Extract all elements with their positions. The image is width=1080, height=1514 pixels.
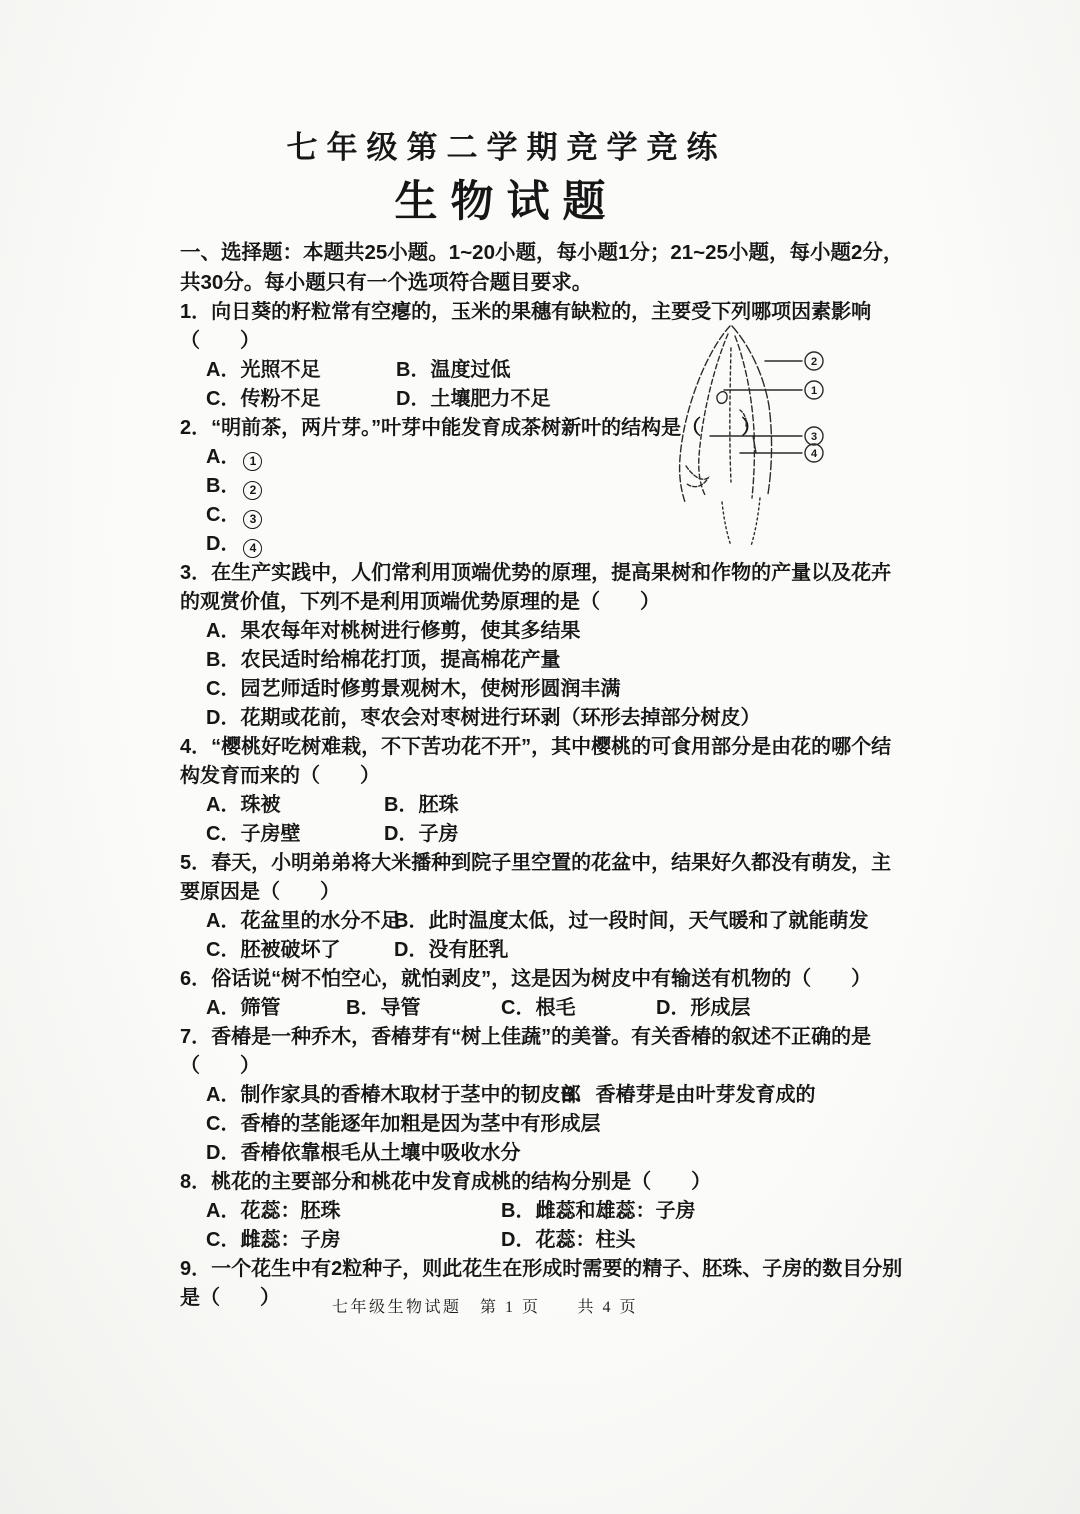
page-footer (0, 1294, 1080, 1317)
svg-text:3: 3 (810, 431, 818, 443)
figure-label-circle (805, 352, 823, 370)
exam-content (180, 0, 907, 1313)
bud-inner-leaf-right (735, 336, 754, 498)
question-7-options-row (180, 1081, 907, 1110)
question-1-text: 1．向日葵的籽粒常有空瘪的，玉米的果穗有缺粒的，主要受下列哪项因素影响（ ） (180, 301, 872, 352)
question-8-options-row (180, 1226, 907, 1255)
question-5-options-row (180, 907, 907, 936)
question-3-options-row (180, 704, 907, 733)
option: B．温度过低 (396, 359, 511, 381)
option: D．土壤肥力不足 (396, 388, 551, 410)
option: A．光照不足 (206, 359, 321, 381)
option: D． 4 (206, 530, 262, 559)
figure-label-circle (805, 381, 823, 399)
option: D．形成层 (656, 997, 751, 1019)
question-7-text: 7．香椿是一种乔木，香椿芽有“树上佳蔬”的美誉。有关香椿的叙述不正确的是（ ） (180, 1026, 872, 1077)
question-3-options-row (180, 617, 907, 646)
svg-text:4: 4 (810, 448, 818, 460)
option: D．没有胚乳 (394, 939, 509, 961)
bud-stem-right (751, 498, 760, 546)
bud-primordium (740, 410, 746, 426)
question-2-text: 2．“明前茶，两片芽。”叶芽中能发育成茶树新叶的结构是（ ） (180, 417, 762, 439)
option: C．传粉不足 (206, 388, 321, 410)
option: A．珠被 (206, 794, 281, 816)
circled-number-icon: 1 (243, 452, 262, 471)
option: A．制作家具的香椿木取材于茎中的韧皮部 (206, 1084, 581, 1106)
circled-number-icon: 3 (243, 510, 262, 529)
question-4-options-row (180, 791, 907, 820)
option: B．香椿芽是由叶芽发育成的 (561, 1084, 816, 1106)
bud-scale (686, 466, 708, 487)
option: C．香椿的茎能逐年加粗是因为茎中有形成层 (206, 1113, 601, 1135)
question-3 (180, 559, 907, 733)
question-7-options-row (180, 1110, 907, 1139)
question-8 (180, 1168, 907, 1255)
question-6-options-row (180, 994, 907, 1023)
option: C．子房壁 (206, 823, 301, 845)
question-9-text: 9．一个花生中有2粒种子，则此花生在形成时需要的精子、胚珠、子房的数目分别是（ ） (180, 1258, 903, 1309)
figure-label-circle (805, 427, 823, 445)
question-8-text: 8．桃花的主要部分和桃花中发育成桃的结构分别是（ ） (180, 1171, 712, 1193)
svg-text:1: 1 (810, 385, 818, 397)
option: B．农民适时给棉花打顶，提高棉花产量 (206, 649, 561, 671)
question-6-text: 6．俗话说“树不怕空心，就怕剥皮”，这是因为树皮中有输送有机物的（ ） (180, 968, 872, 990)
option: C． 3 (206, 501, 262, 530)
option: C．雌蕊：子房 (206, 1229, 341, 1251)
option: A． 1 (206, 443, 262, 472)
svg-text:2: 2 (810, 356, 818, 368)
question-3-options-row (180, 646, 907, 675)
question-4-options-row (180, 820, 907, 849)
option: A．果农每年对桃树进行修剪，使其多结果 (206, 620, 581, 642)
option: A．花蕊：胚珠 (206, 1200, 341, 1222)
exam-title: 七年级第二学期竞学竞练 (286, 130, 727, 165)
question-8-options-row (180, 1197, 907, 1226)
option: B．雌蕊和雄蕊：子房 (501, 1200, 696, 1222)
bud-stem-left (722, 502, 731, 546)
option: B．此时温度太低，过一段时间，天气暖和了就能萌发 (394, 910, 869, 932)
option: D．香椿依靠根毛从土壤中吸收水分 (206, 1142, 521, 1164)
circled-number-icon: 4 (243, 539, 262, 558)
option: A．筛管 (206, 997, 281, 1019)
option: D．花期或花前，枣农会对枣树进行环剥（环形去掉部分树皮） (206, 707, 761, 729)
option: B．导管 (346, 997, 421, 1019)
option: C．根毛 (501, 997, 576, 1019)
leaf-bud-diagram (652, 306, 910, 556)
question-4-text: 4．“樱桃好吃树难栽，不下苦功花不开”，其中樱桃的可食用部分是由花的哪个结构发育而来的（ ） (180, 736, 892, 787)
question-6 (180, 965, 907, 1023)
question-3-text: 3．在生产实践中，人们常利用顶端优势的原理，提高果树和作物的产量以及花卉的观赏价值，下列不是利用顶端优势原理的是（ ） (180, 562, 892, 613)
option: A．花盆里的水分不足 (206, 910, 401, 932)
question-7-options-row (180, 1139, 907, 1168)
question-5 (180, 849, 907, 965)
bud-growth-point (717, 392, 727, 404)
option: D．花蕊：柱头 (501, 1229, 636, 1251)
bud-axis (730, 348, 731, 482)
option: B． 2 (206, 472, 262, 501)
circled-number-icon: 2 (243, 481, 262, 500)
bud-inner-leaf-left (699, 334, 728, 495)
question-7 (180, 1023, 907, 1168)
page-footer-text: 七年级生物试题 第 1 页 共 4 页 (331, 1299, 638, 1316)
question-3-options-row (180, 675, 907, 704)
option: B．胚珠 (384, 794, 459, 816)
section-instructions: 一、选择题：本题共25小题。1~20小题，每小题1分；21~25小题，每小题2分，共30分。每小题只有一个选项符合题目要求。 (180, 241, 904, 294)
question-5-text: 5．春天，小明弟弟将大米播种到院子里空置的花盆中，结果好久都没有萌发，主要原因是（ ） (180, 852, 892, 903)
exam-subject-title: 生物试题 (394, 178, 619, 226)
question-5-options-row (180, 936, 907, 965)
option: C．胚被破坏了 (206, 939, 341, 961)
question-4 (180, 733, 907, 849)
option: D．子房 (384, 823, 459, 845)
option: C．园艺师适时修剪景观树木，使树形圆润丰满 (206, 678, 621, 700)
figure-label-circle (805, 444, 823, 462)
